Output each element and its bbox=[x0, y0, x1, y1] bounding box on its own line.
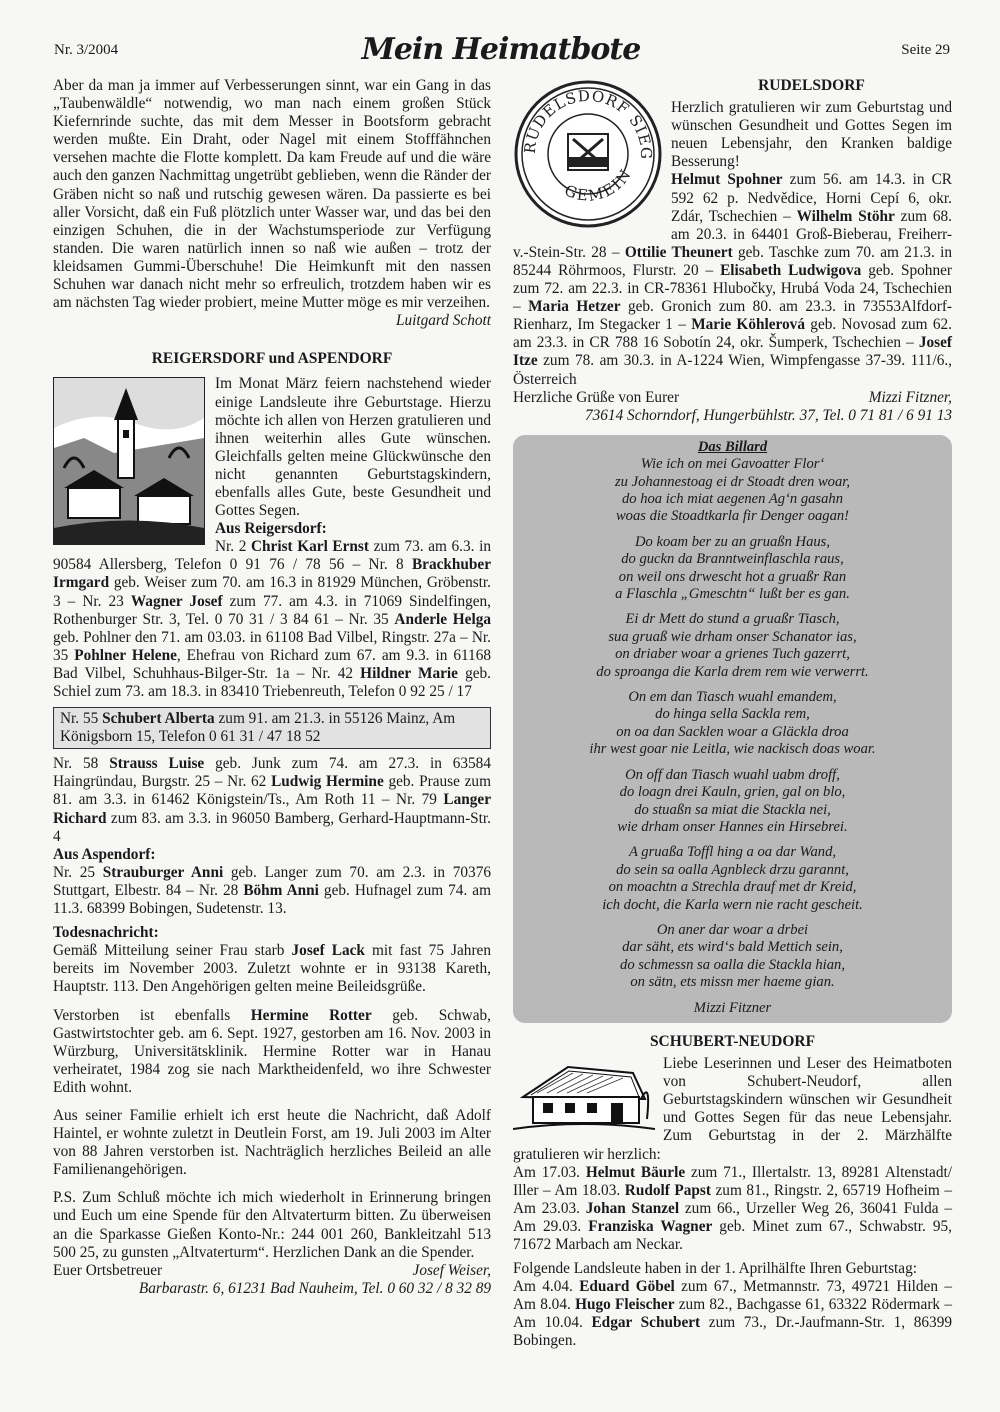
farmhouse-illustration bbox=[513, 1059, 655, 1140]
section-title-rudelsdorf: RUDELSDORF bbox=[758, 77, 865, 94]
postscript: P.S. Zum Schluß möchte ich mich wiederholt in Erinnerung bringen und Euch um eine Spende für den Altvaterturm bitten. Zu überweisen an die Sparkasse Gießen Konto-Nr.: 244 001 260, Bankleitzahl 513 500 25, zu gunsten „Altvaterturm“. Herzlichen Dank an die Spender. bbox=[53, 1189, 491, 1261]
schubert-birthdays-april: Am 4.04. Eduard Göbel zum 67., Metmannstr. 73, 49721 Hilden – Am 8.04. Hugo Fleischer zum 82., Bachgasse 61, 63322 Rödermark – Am 10.04. Edgar Schubert zum 73., Dr.-Jaufmann-Str. 1, 86399 Bobingen. bbox=[513, 1278, 952, 1350]
reigersdorf-subheading: Aus Reigersdorf: bbox=[215, 520, 327, 538]
poem-stanza: A gruaßa Toffl hing a oa dar Wand, do sein sa oalla Agnbleck drzu garannt, on moachtn a Strechla drauf met dr Kreid, ich docht, die Karla wern nie racht gescheit. bbox=[602, 844, 863, 913]
closing-address: Barbarastr. 6, 61231 Bad Nauheim, Tel. 0 60 32 / 8 32 89 bbox=[138, 1279, 491, 1297]
closing-line: Euer Ortsbetreuer Josef Weiser, bbox=[53, 1261, 491, 1279]
poem-box bbox=[513, 435, 952, 1023]
right-column bbox=[513, 77, 952, 1351]
rudelsdorf-birthdays: Helmut Spohner zum 56. am 14.3. in CR 592 62 p. Nedvědice, Horni Cepí 6, okr. Zdár, Tschechien – Wilhelm Stöhr zum 68. am 20.3. in 64401 Groß-Bieberau, Freiherr-v.-Stein-Str. 28 – Ottilie Theunert geb. Taschke zum 70. am 21.3. in 85244 Röhrmoos, Flurstr. 20 – Elisabeth Ludwigova geb. Spohner zum 72. am 22.3. in CR-78361 Hlubočky, Hrubá Voda 24, Tschechien – Maria Hetzer geb. Gronich zum 80. am 23.3. in 73553Alfdorf-Rienharz, Im Stegacker 1 – Marie Köhlerová geb. Novosad zum 62. am 23.3. in CR 788 16 Sobotín 24, okr. Šumperk, Tschechien – Josef Itze zum 78. am 30.3. in A-1224 Wien, Wimpfengasse 37-39. 111/6., Österreich bbox=[513, 171, 953, 388]
section-title-schubert-neudorf: SCHUBERT-NEUDORF bbox=[649, 1032, 816, 1050]
reigersdorf-birthdays: Nr. 2 Christ Karl Ernst zum 73. am 6.3. in 90584 Allersberg, Telefon 0 91 76 / 78 56 – Nr. 8 Brackhuber Irmgard geb. Weiser zum 70. am 16.3 in 81929 München, Gröbenstr. 3 – Nr. 23 Wagner Josef zum 77. am 4.3. in 71069 Sindelfingen, Rothenburger Str. 3, Tel. 0 70 31 / 3 84 61 – Nr. 35 Anderle Helga geb. Pohlner den 71. am 03.03. in 61108 Bad Vilbel, Ringstr. 27a – Nr. 35 Pohlner Helene, Ehefrau von Richard zum 67. am 9.3. in 61168 Bad Vilbel, Schuhhaus-Bilger-Str. 1a – Nr. 42 Hildner Marie geb. Schiel zum 73. am 18.3. in 83410 Triebenreuth, Telefon 0 92 25 / 17 bbox=[53, 538, 492, 700]
intro-signature: Luitgard Schott bbox=[395, 312, 491, 330]
poem-stanza: On off dan Tiasch wuahl uabm droff, do loagn drei Kauln, grien, gal on blo, do stuaßn sa miat die Stackla nei, wie drham onser Hannes ein Hirsebrei. bbox=[617, 766, 848, 835]
death-notice-rotter: Verstorben ist ebenfalls Hermine Rotter geb. Schwab, Gastwirtstochter geb. am 6. Sept. 1927, gestorben am 16. Nov. 2003 in Würzburg, Universitätsklinik. Hermine Rotter war in Hanau verheiratet, 1984 zog sie nach Marktheidenfeld, wo ihre Schwester Edith wohnt. bbox=[53, 1006, 491, 1096]
seal-text-bottom: GEMEIN bbox=[561, 164, 636, 205]
poem-title: Das Billard bbox=[697, 438, 768, 455]
aspendorf-subheading: Aus Aspendorf: bbox=[53, 845, 156, 863]
left-column bbox=[53, 77, 491, 1298]
page-header bbox=[52, 32, 950, 67]
rudelsdorf-address: 73614 Schorndorf, Hungerbühlstr. 37, Tel. 0 71 81 / 6 91 13 bbox=[584, 406, 952, 424]
reigersdorf-birthdays-2: Nr. 58 Strauss Luise geb. Junk zum 74. am 27.3. in 63584 Haingründau, Burgstr. 25 – Nr. 62 Ludwig Hermine geb. Prause zum 81. am 3.3. in 61462 Königstein/Ts., Am Roth 11 – Nr. 79 Langer Richard zum 83. am 3.3. in 96050 Bamberg, Gerhard-Hauptmann-Str. 4 bbox=[53, 755, 491, 845]
schubert-greeting: Liebe Leserinnen und Leser des Heimatboten von Schubert-Neudorf, allen Geburtstagskindern wünschen wir Gesundheit und Gottes Segen für das neue Lebensjahr. Zum Geburtstag in der 2. Märzhälfte gratulieren wir herzlich: bbox=[513, 1055, 952, 1163]
highlight-box-schubert: Nr. 55 Schubert Alberta zum 91. am 21.3. in 55126 Mainz, Am Königsborn 15, Telefon 0 61 31 / 47 18 52 bbox=[53, 707, 491, 749]
masthead: Mein Heimatbote bbox=[361, 32, 641, 67]
rudelsdorf-closing: Herzliche Grüße von Eurer Mizzi Fitzner, bbox=[513, 388, 952, 406]
municipal-seal bbox=[513, 79, 663, 234]
seal-text-top: RUDELSDORF SIEG bbox=[520, 86, 656, 161]
death-notice-lack: Gemäß Mitteilung seiner Frau starb Josef Lack mit fast 75 Jahren bereits im November 2003. Zuletzt wohnte er in 93138 Kareth, Hauptstr. 113. Den Angehörigen gelten meine Beileidsgrüße. bbox=[53, 942, 491, 996]
poem-author: Mizzi Fitzner bbox=[693, 999, 772, 1016]
poem-stanza: On aner dar woar a drbei dar säht, ets wird‘s bald Mettich sein, do schmessn sa oalla die Stackla hian, on sätn, ets missn mer haeme gian. bbox=[620, 921, 845, 991]
issue-number: Nr. 3/2004 bbox=[54, 42, 119, 58]
reigersdorf-greeting: Im Monat März feiern nachstehend wieder einige Landsleute ihre Geburtstage. Hierzu möchte ich allen von Herzen gratulieren und ihnen weiterhin alles Gute wünschen. Gleichfalls gelten meine Glückwünsche den nicht genannten Geburtstagskindern, ebenfalls alles Gute, beste Gesundheit und Gottes Segen. bbox=[215, 375, 491, 520]
section-title-reigersdorf: REIGERSDORF und ASPENDORF bbox=[151, 350, 393, 368]
village-illustration bbox=[53, 377, 205, 545]
intro-paragraph: Aber da man ja immer auf Verbesserungen sinnt, war ein Gang in das „Taubenwäldle“ notwendig, wo man nach einem großen Stück Kiefernrinde suchte, das mit dem Messer in Bootsform gebracht werden mußte. Ein Draht, oder Nagel mit einem Stofffähnchen versehen machte die Flotte komplett. Da kam Freude auf und die wäre auch den ganzen Nachmittag ungetrübt geblieben, wenn die Ränder der Gräben nicht so naß und rutschig gewesen wären. Da passierte es bei aller Vorsicht, daß ein Fuß plötzlich unter Wasser war, und das bei den einzigen Schuhen, die in der Wachstumsperiode zur Verfügung standen. Die waren natürlich innen so naß wie außen – trotz der kleidsamen Gummi-Überschuhe! Die Heimkunft mit den nassen Schuhen war danach nicht mehr so erfreulich, trotzdem haben wir es am nächsten Tag wieder probiert, meine Mutter möge es mir verzeihen. bbox=[53, 77, 491, 312]
death-notice-heading: Todesnachricht: bbox=[53, 924, 159, 942]
rudelsdorf-greeting: Herzlich gratulieren wir zum Geburtstag und wünschen Gesundheit und Gottes Segen im neuen Lebensjahr, den Kranken baldige Besserung! bbox=[671, 99, 952, 171]
april-intro: Folgende Landsleute haben in der 1. Aprilhälfte Ihren Geburtstag: bbox=[513, 1260, 917, 1278]
aspendorf-birthdays: Nr. 25 Strauburger Anni geb. Langer zum 70. am 2.3. in 70376 Stuttgart, Elbestr. 84 – Nr. 28 Böhm Anni geb. Hufnagel zum 74. am 11.3. 68399 Bobingen, Sudetenstr. 13. bbox=[53, 863, 491, 918]
poem-stanza: Wie ich on mei Gavoatter Flor‘ zu Johannestoag ei dr Stoadt dren woar, do hoa ich miat aegenen Ag‘n gasahn woas die Stoadtkarla fir Denger oagan! bbox=[615, 456, 850, 525]
schubert-birthdays-march: Am 17.03. Helmut Bäurle zum 71., Illertalstr. 13, 89281 Altenstadt/ Iller – Am 18.03. Rudolf Papst zum 81., Ringstr. 2, 65719 Hofheim – Am 23.03. Johan Stanzel zum 66., Urzeller Weg 26, 36041 Fulda – Am 29.03. Franziska Wagner geb. Minet zum 67., Schwabstr. 95, 71672 Marbach am Neckar. bbox=[513, 1163, 952, 1253]
poem-stanza: Do koam ber zu an gruaßn Haus, do guckn da Branntweinflaschla raus, on weil ons drwescht hot a gruaßr Ran a Flaschla „Gmeschtn“ lußt ber es gan. bbox=[615, 533, 850, 603]
death-notice-haintel: Aus seiner Familie erhielt ich erst heute die Nachricht, daß Adolf Haintel, er wohnte zuletzt in Deutlein Forst, am 19. Juli 2003 im Alter von 88 Jahren verstorben ist. Nachträglich herzliches Beileid an alle Familienangehörigen. bbox=[53, 1106, 491, 1179]
page-number: Seite 29 bbox=[901, 42, 950, 58]
poem-stanza: Ei dr Mett do stund a gruaßr Tiasch, sua gruaß wie drham onser Schanator ias, on driaber woar a grienes Tuch gazerrt, do sproanga die Karla drem rem wie verwerrt. bbox=[596, 611, 869, 680]
poem-stanza: On em dan Tiasch wuahl emandem, do hinga sella Sackla rem, on oa dan Sacklen woar a Gläckla droa ihr west goar nie Leitla, wie nackisch doas woar. bbox=[589, 689, 876, 758]
